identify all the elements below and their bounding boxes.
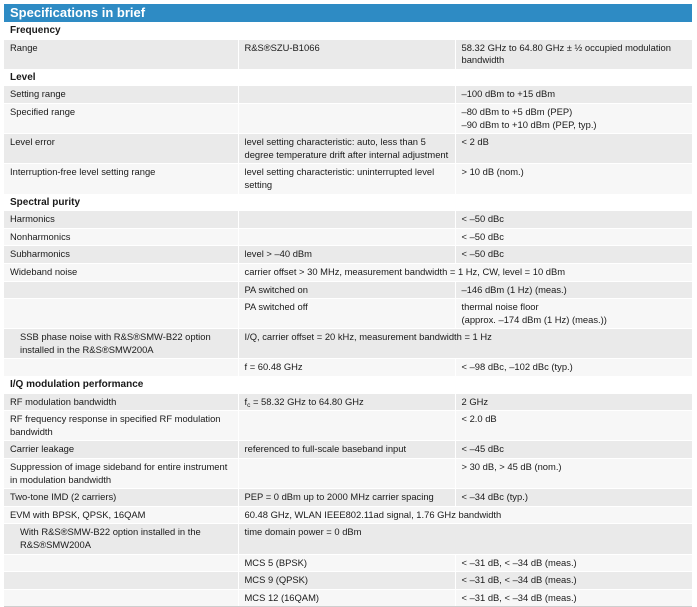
spec-condition: carrier offset > 30 MHz, measurement bandwidth = 1 Hz, CW, level = 10 dBm <box>238 263 692 281</box>
spec-parameter: Nonharmonics <box>4 228 238 246</box>
spec-condition: PA switched on <box>238 281 455 299</box>
spec-row <box>4 459 692 489</box>
spec-value: < –50 dBc <box>455 246 692 264</box>
spec-row <box>4 246 692 264</box>
spec-parameter: Two-tone IMD (2 carriers) <box>4 489 238 507</box>
spec-value: < –31 dB, < –34 dB (meas.) <box>455 554 692 572</box>
spec-row <box>4 554 692 572</box>
section-header-row <box>4 194 692 211</box>
spec-condition <box>238 393 455 411</box>
spec-condition <box>238 86 455 104</box>
spec-value: < –98 dBc, –102 dBc (typ.) <box>455 359 692 377</box>
spec-condition: 60.48 GHz, WLAN IEEE802.11ad signal, 1.76 GHz bandwidth <box>238 506 692 524</box>
spec-parameter: Suppression of image sideband for entire instrument in modulation bandwidth <box>4 459 238 489</box>
spec-row <box>4 589 692 607</box>
spec-parameter: With R&S®SMW-B22 option installed in the R&S®SMW200A <box>4 524 238 554</box>
spec-condition <box>238 103 455 133</box>
spec-condition <box>238 228 455 246</box>
spec-value: < 2 dB <box>455 134 692 164</box>
spec-parameter <box>4 299 238 329</box>
spec-condition: R&S®SZU-B1066 <box>238 39 455 69</box>
spec-row <box>4 263 692 281</box>
spec-parameter: EVM with BPSK, QPSK, 16QAM <box>4 506 238 524</box>
spec-parameter <box>4 281 238 299</box>
spec-row <box>4 489 692 507</box>
section-title: Frequency <box>4 23 692 40</box>
spec-condition-text: = 58.32 GHz to 64.80 GHz <box>250 395 364 407</box>
spec-condition: PA switched off <box>238 299 455 329</box>
section-header-row <box>4 23 692 40</box>
spec-parameter: Range <box>4 39 238 69</box>
spec-condition: MCS 5 (BPSK) <box>238 554 455 572</box>
spec-condition-symbol: f <box>244 395 248 407</box>
spec-row <box>4 211 692 229</box>
spec-condition <box>238 459 455 489</box>
spec-row <box>4 524 692 554</box>
spec-row <box>4 329 692 359</box>
spec-condition-subscript: c <box>247 401 251 409</box>
spec-condition <box>238 211 455 229</box>
section-header-row <box>4 377 692 394</box>
spec-condition: PEP = 0 dBm up to 2000 MHz carrier spacing <box>238 489 455 507</box>
spec-value: < –45 dBc <box>455 441 692 459</box>
spec-row <box>4 299 692 329</box>
spec-parameter: Subharmonics <box>4 246 238 264</box>
spec-value: < –31 dB, < –34 dB (meas.) <box>455 589 692 607</box>
spec-condition: level setting characteristic: uninterrupted level setting <box>238 164 455 194</box>
section-title: Level <box>4 69 692 86</box>
spec-value: > 30 dB, > 45 dB (nom.) <box>455 459 692 489</box>
spec-row <box>4 228 692 246</box>
spec-value: –146 dBm (1 Hz) (meas.) <box>455 281 692 299</box>
spec-value: < –50 dBc <box>455 228 692 246</box>
spec-value: thermal noise floor (approx. –174 dBm (1 Hz) (meas.)) <box>455 299 692 329</box>
spec-parameter: RF modulation bandwidth <box>4 393 238 411</box>
spec-parameter: Carrier leakage <box>4 441 238 459</box>
spec-banner-title: Specifications in brief <box>4 4 692 22</box>
spec-parameter <box>4 359 238 377</box>
spec-condition: I/Q, carrier offset = 20 kHz, measurement bandwidth = 1 Hz <box>238 329 692 359</box>
spec-value: –100 dBm to +15 dBm <box>455 86 692 104</box>
spec-value: 58.32 GHz to 64.80 GHz ± ½ occupied modulation bandwidth <box>455 39 692 69</box>
spec-condition: referenced to full-scale baseband input <box>238 441 455 459</box>
spec-parameter: Harmonics <box>4 211 238 229</box>
spec-row <box>4 359 692 377</box>
spec-condition: time domain power = 0 dBm <box>238 524 692 554</box>
spec-parameter: SSB phase noise with R&S®SMW-B22 option installed in the R&S®SMW200A <box>4 329 238 359</box>
spec-row <box>4 86 692 104</box>
spec-value: –80 dBm to +5 dBm (PEP) –90 dBm to +10 dBm (PEP, typ.) <box>455 103 692 133</box>
spec-row <box>4 393 692 411</box>
spec-table-body <box>4 23 692 607</box>
spec-row <box>4 39 692 69</box>
spec-value: < –50 dBc <box>455 211 692 229</box>
spec-row <box>4 572 692 590</box>
section-header-row <box>4 69 692 86</box>
spec-condition: level > –40 dBm <box>238 246 455 264</box>
spec-row <box>4 441 692 459</box>
spec-parameter: Specified range <box>4 103 238 133</box>
spec-row <box>4 506 692 524</box>
spec-parameter <box>4 589 238 607</box>
spec-condition: level setting characteristic: auto, less than 5 degree temperature drift after internal adjustment <box>238 134 455 164</box>
spec-row <box>4 411 692 441</box>
spec-condition: f = 60.48 GHz <box>238 359 455 377</box>
spec-row <box>4 164 692 194</box>
spec-row <box>4 281 692 299</box>
spec-parameter: Setting range <box>4 86 238 104</box>
spec-parameter <box>4 572 238 590</box>
spec-table <box>4 22 692 607</box>
spec-value: < –34 dBc (typ.) <box>455 489 692 507</box>
spec-value: < –31 dB, < –34 dB (meas.) <box>455 572 692 590</box>
spec-value: 2 GHz <box>455 393 692 411</box>
spec-parameter: RF frequency response in specified RF modulation bandwidth <box>4 411 238 441</box>
spec-condition <box>238 411 455 441</box>
spec-row <box>4 103 692 133</box>
section-title: Spectral purity <box>4 194 692 211</box>
spec-value: > 10 dB (nom.) <box>455 164 692 194</box>
spec-parameter: Level error <box>4 134 238 164</box>
spec-parameter <box>4 554 238 572</box>
spec-condition: MCS 9 (QPSK) <box>238 572 455 590</box>
spec-row <box>4 134 692 164</box>
spec-sheet <box>4 4 692 607</box>
spec-parameter: Wideband noise <box>4 263 238 281</box>
section-title: I/Q modulation performance <box>4 377 692 394</box>
spec-condition: MCS 12 (16QAM) <box>238 589 455 607</box>
spec-parameter: Interruption-free level setting range <box>4 164 238 194</box>
spec-value: < 2.0 dB <box>455 411 692 441</box>
